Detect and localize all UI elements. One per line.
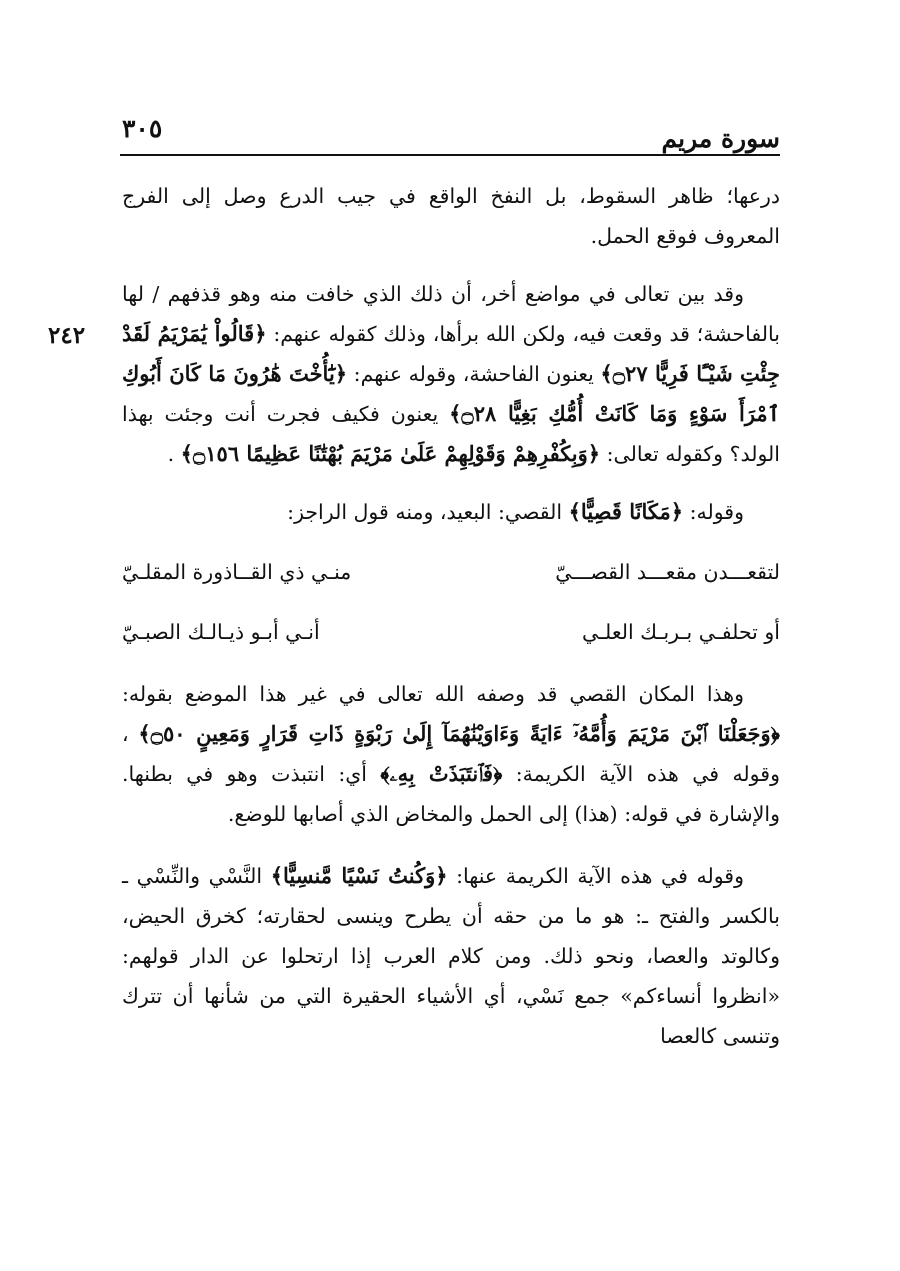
paragraph-2-text-d: .: [167, 442, 175, 466]
surah-title: سورة مريم: [661, 124, 780, 153]
quran-verse-3: ﴿وَبِكُفْرِهِمْ وَقَوْلِهِمْ عَلَىٰ مَرْيَمَ بُهْتَٰنًا عَظِيمًا ۝١٥٦﴾: [180, 441, 601, 466]
paragraph-3-text-b: القصي: البعيد، ومنه قول الراجز:: [287, 500, 563, 524]
paragraph-2-text-a: وقد بين تعالى في مواضع أخر، أن ذلك الذي خافت منه وهو قذفهم / لها بالفاحشة؛ قد وقعت فيه، ولكن الله برأها، وذلك كقوله عنهم:: [122, 282, 780, 346]
paragraph-5-text-a: وقوله في هذه الآية الكريمة عنها:: [456, 864, 744, 888]
quran-verse-6: ﴿فَٱنتَبَذَتْ بِهِۦ﴾: [380, 761, 503, 786]
paragraph-4-text-a: وهذا المكان القصي قد وصفه الله تعالى في غير هذا الموضع بقوله:: [122, 682, 744, 706]
quran-verse-2: ﴿يَٰٓأُخْتَ هَٰرُونَ مَا كَانَ أَبُوكِ ٱمْرَأَ سَوْءٍ وَمَا كَانَتْ أُمُّكِ بَغِيًّا ۝٢٨﴾: [122, 361, 780, 426]
page-number: ٣٠٥: [122, 114, 163, 143]
page-body: [122, 176, 780, 1056]
paragraph-4-text-b: ، وقوله في هذه الآية الكريمة:: [122, 722, 780, 786]
margin-page-reference: ٢٤٢: [48, 322, 86, 349]
poem-line-2-second-hemistich: أنـي أبـو ذيـالـك الصبـيّ: [122, 620, 320, 644]
quran-verse-7: ﴿وَكُنتُ نَسْيًا مَّنسِيًّا﴾: [270, 863, 448, 888]
paragraph-1: درعها؛ ظاهر السقوط، بل النفخ الواقع في جيب الدرع وصل إلى الفرج المعروف فوقع الحمل.: [122, 184, 780, 248]
paragraph-4-text-c: أي: انتبذت وهو في بطنها. والإشارة في قوله: (هذا) إلى الحمل والمخاض الذي أصابها للوضع.: [122, 762, 780, 826]
page-header: [120, 108, 780, 156]
poem-line-1-second-hemistich: منـي ذي القــاذورة المقلـيّ: [122, 560, 352, 584]
poem-line-2: [122, 612, 780, 652]
poem-line-1: [122, 552, 780, 592]
paragraph-4: [122, 674, 780, 834]
paragraph-3: [122, 492, 780, 532]
poem-line-1-first-hemistich: لتقعـــدن مقعـــد القصـــيّ: [555, 560, 780, 584]
paragraph-3-text-a: وقوله:: [689, 500, 744, 524]
paragraph-2-text-c: يعنون فكيف فجرت أنت وجئت بهذا الولد؟ وكقوله تعالى:: [122, 402, 780, 466]
quran-verse-4: ﴿مَكَانًا قَصِيًّا﴾: [568, 499, 684, 524]
paragraph-2-text-b: يعنون الفاحشة، وقوله عنهم:: [353, 362, 594, 386]
paragraph-5: [122, 856, 780, 1056]
quran-verse-5: ﴿وَجَعَلْنَا ٱبْنَ مَرْيَمَ وَأُمَّهُۥٓ ءَايَةً وَءَاوَيْنَٰهُمَآ إِلَىٰ رَبْوَةٍ ذَاتِ قَرَارٍ وَمَعِينٍ ۝٥٠﴾: [138, 721, 780, 746]
poem-line-2-first-hemistich: أو تحلفـي بـربـك العلـي: [581, 620, 780, 644]
paragraph-5-text-b: النَّسْي والنِّسْي ـ بالكسر والفتح ـ: هو ما من حقه أن يطرح وينسى لحقارته؛ كخرق الحيض، وكالوتد والعصا، ونحو ذلك. ومن كلام العرب إذا ارتحلوا عن الدار قولهم: «انظروا أنساءكم» جمع نَسْي، أي الأشياء الحقيرة التي من شأنها أن تترك وتنسى كالعصا: [122, 864, 780, 1048]
quran-verse-1: ﴿قَالُواْ يَٰمَرْيَمُ لَقَدْ جِئْتِ شَيْـًٔا فَرِيًّا ۝٢٧﴾: [122, 321, 780, 386]
paragraph-2: [122, 274, 780, 474]
